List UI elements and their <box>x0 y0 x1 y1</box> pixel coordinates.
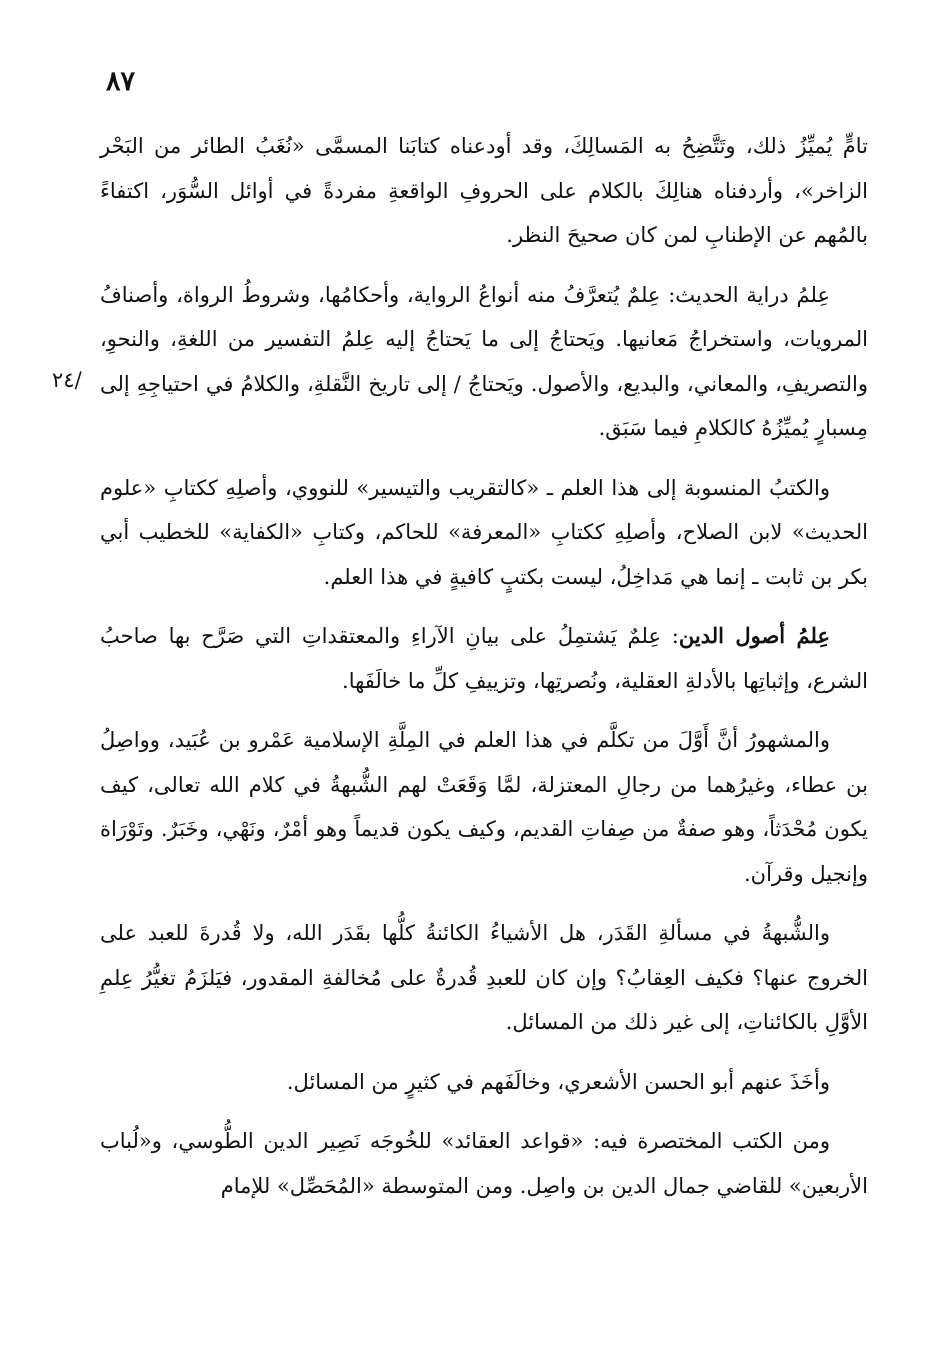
paragraph-text: عِلمُ دراية الحديث: عِلمٌ يُتعرَّفُ منه أنواعُ الرواية، وأحكامُها، وشروطُ الرواة، وأصنافُ المرويات، واستخراجُ مَعانيها. ويَحتاجُ إلى ما يَحتاجُ إليه عِلمُ التفسير من اللغةِ، والنحوِ، والتصريفِ، والمعاني، والبديع، والأصول. ويَحتاجُ / إلى تاريخ النَّقلةِ، والكلامُ في احتياجِهِ إلى مِسبارٍ يُميِّزُهُ كالكلامِ فيما سَبَق. <box>100 282 868 440</box>
paragraph <box>100 718 868 896</box>
body-text <box>100 124 868 1208</box>
paragraph <box>100 124 868 258</box>
paragraph-text: ومن الكتب المختصرة فيه: «قواعد العقائد» للخُوجَه نَصِير الدين الطُّوسي، و«لُباب الأربعين» للقاضي جمال الدين بن واصِل. ومن المتوسطة «المُحَصِّل» للإمام <box>100 1129 868 1198</box>
paragraph-text: وأخَذَ عنهم أبو الحسن الأشعري، وخالَفَهم في كثيرٍ من المسائل. <box>286 1069 830 1094</box>
page-number: ٨٧ <box>106 66 136 97</box>
paragraph-text: تامٍّ يُميِّزُ ذلك، وتَتَّضِحُ به المَسالِكَ، وقد أودعناه كتابَنا المسمَّى «نُغَبُ الطائر من البَحْر الزاخر»، وأردفناه هنالِكَ بالكلام على الحروفِ الواقعةِ مفردةً في أوائل السُّوَر، اكتفاءً بالمُهم عن الإطنابِ لمن كان صحيحَ النظر. <box>100 134 868 247</box>
section-term: عِلمُ أصول الدين <box>678 623 830 648</box>
paragraph-text: والمشهورُ أنَّ أَوَّلَ من تكلَّم في هذا العلم في المِلَّةِ الإسلامية عَمْرو بن عُبَيد، وواصِلُ بن عطاء، وغيرُهما من رجالِ المعتزلة، لمَّا وَقَعَتْ لهم الشُّبهةُ في كلام الله تعالى، كيف يكون مُحْدَثاً، وهو صفةٌ من صِفاتِ القديم، وكيف يكون قديماً وهو أمْرٌ، ونَهْي، وخَبَرٌ. وتَوْرَاة وإنجيل وقرآن. <box>100 728 868 886</box>
paragraph-text: والكتبُ المنسوبة إلى هذا العلم ـ «كالتقريب والتيسير» للنووي، وأصلِهِ ككتابِ «علوم الحديث» لابن الصلاح، وأصلِهِ ككتابِ «المعرفة» للحاكم، وكتابِ «الكفاية» للخطيب أبي بكر بن ثابت ـ إنما هي مَداخِلُ، ليست بكتبٍ كافيةٍ في هذا العلم. <box>100 475 868 589</box>
paragraph-text: : عِلمٌ يَشتمِلُ على بيانِ الآراءِ والمعتقداتِ التي صَرَّح بها صاحبُ الشرع، وإثباتِها بالأدلةِ العقلية، ونُصرتِها، وتزييفِ كلِّ ما خالَفَها. <box>100 624 868 693</box>
paragraph <box>100 466 868 600</box>
margin-note: ٢٤/ <box>52 368 82 392</box>
paragraph <box>100 911 868 1045</box>
paragraph <box>100 1119 868 1208</box>
paragraph <box>100 1060 868 1105</box>
paragraph <box>100 614 868 703</box>
paragraph-text: والشُّبهةُ في مسألةِ القَدَر، هل الأشياءُ الكائنةُ كلُّها بقَدَر الله، ولا قُدرةَ للعبد على الخروج عنها؟ فكيف العِقابُ؟ وإن كان للعبدِ قُدرةٌ على مُخالفةِ المقدور، فيَلزَمُ تغيُّرُ عِلمِ الأوَّلِ بالكائناتِ، إلى غير ذلك من المسائل. <box>100 921 868 1034</box>
paragraph <box>100 273 868 451</box>
